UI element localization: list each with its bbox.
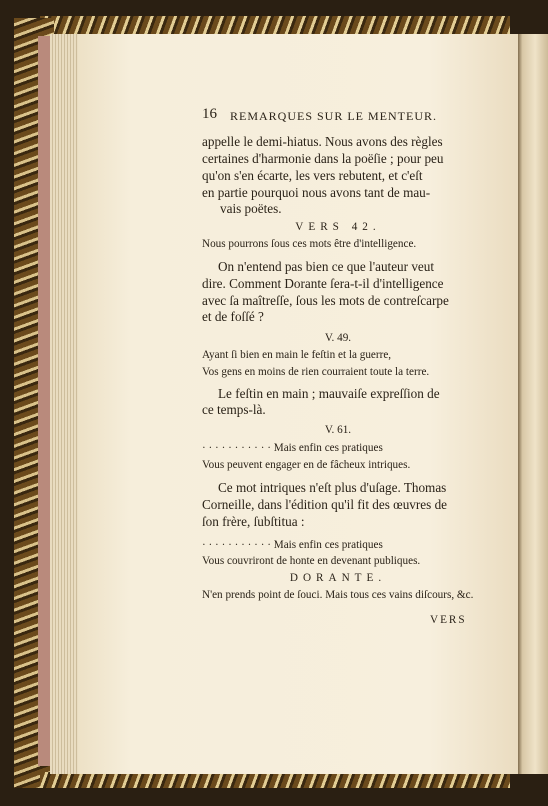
- para3-line: Le feſtin en main ; mauvaiſe expreſſion de: [218, 386, 440, 401]
- para4-line: ſon frère, ſubſtitua :: [202, 514, 305, 529]
- para1-line: certaines d'harmonie dans la poëſie ; pour peu: [202, 151, 444, 166]
- verse-quote: Vous peuvent engager en de fâcheux intriques.: [202, 459, 411, 471]
- para1-line: vais poëtes.: [220, 201, 282, 216]
- para2-line: dire. Comment Dorante ſera-t-il d'intelligence: [202, 276, 444, 291]
- endpaper-edge: [38, 36, 50, 766]
- binding-bottom-edge: [40, 772, 510, 788]
- para4-line: Ce mot intriques n'eſt plus d'uſage. Thomas: [218, 480, 447, 495]
- verse-quote: Ayant ſi bien en main le feſtin et la guerre,: [202, 349, 392, 361]
- verse-quote: · · · · · · · · · · · Mais enfin ces pratiques: [202, 442, 383, 454]
- para1-line: appelle le demi-hiatus. Nous avons des règles: [202, 134, 443, 149]
- verse-quote: · · · · · · · · · · · Mais enfin ces pratiques: [202, 539, 383, 551]
- para2-line: avec ſa maîtreſſe, ſous les mots de contreſcarpe: [202, 293, 449, 308]
- verse-quote: N'en prends point de ſouci. Mais tous ces vains diſcours, &c.: [202, 589, 474, 601]
- para3-line: ce temps-là.: [202, 402, 266, 417]
- para2-line: On n'entend pas bien ce que l'auteur veut: [218, 259, 435, 274]
- section-heading: V. 49.: [324, 332, 352, 344]
- catchword: VERS: [430, 614, 467, 626]
- binding-top-edge: [40, 16, 510, 34]
- speaker-name: DORANTE.: [289, 572, 387, 584]
- facing-page-edge: [516, 34, 548, 774]
- para2-line: et de foſſé ?: [202, 309, 264, 324]
- verse-quote: Nous pourrons ſous ces mots être d'intelligence.: [202, 238, 417, 250]
- para1-line: qu'on s'en écarte, les vers rebutent, et c'eſt: [202, 168, 423, 183]
- page-stack: [50, 34, 80, 774]
- page-number: 16: [202, 106, 217, 122]
- verse-quote: Vous couvriront de honte en devenant publiques.: [202, 555, 421, 567]
- section-heading: VERS 42.: [295, 221, 381, 233]
- running-head: REMARQUES SUR LE MENTEUR.: [230, 109, 438, 123]
- para4-line: Corneille, dans l'édition qu'il fit des œuvres de: [202, 497, 448, 512]
- para1-line: en partie pourquoi nous avons tant de mau-: [202, 185, 431, 200]
- verse-quote: Vos gens en moins de rien courraient toute la terre.: [202, 366, 430, 378]
- section-heading: V. 61.: [324, 424, 352, 436]
